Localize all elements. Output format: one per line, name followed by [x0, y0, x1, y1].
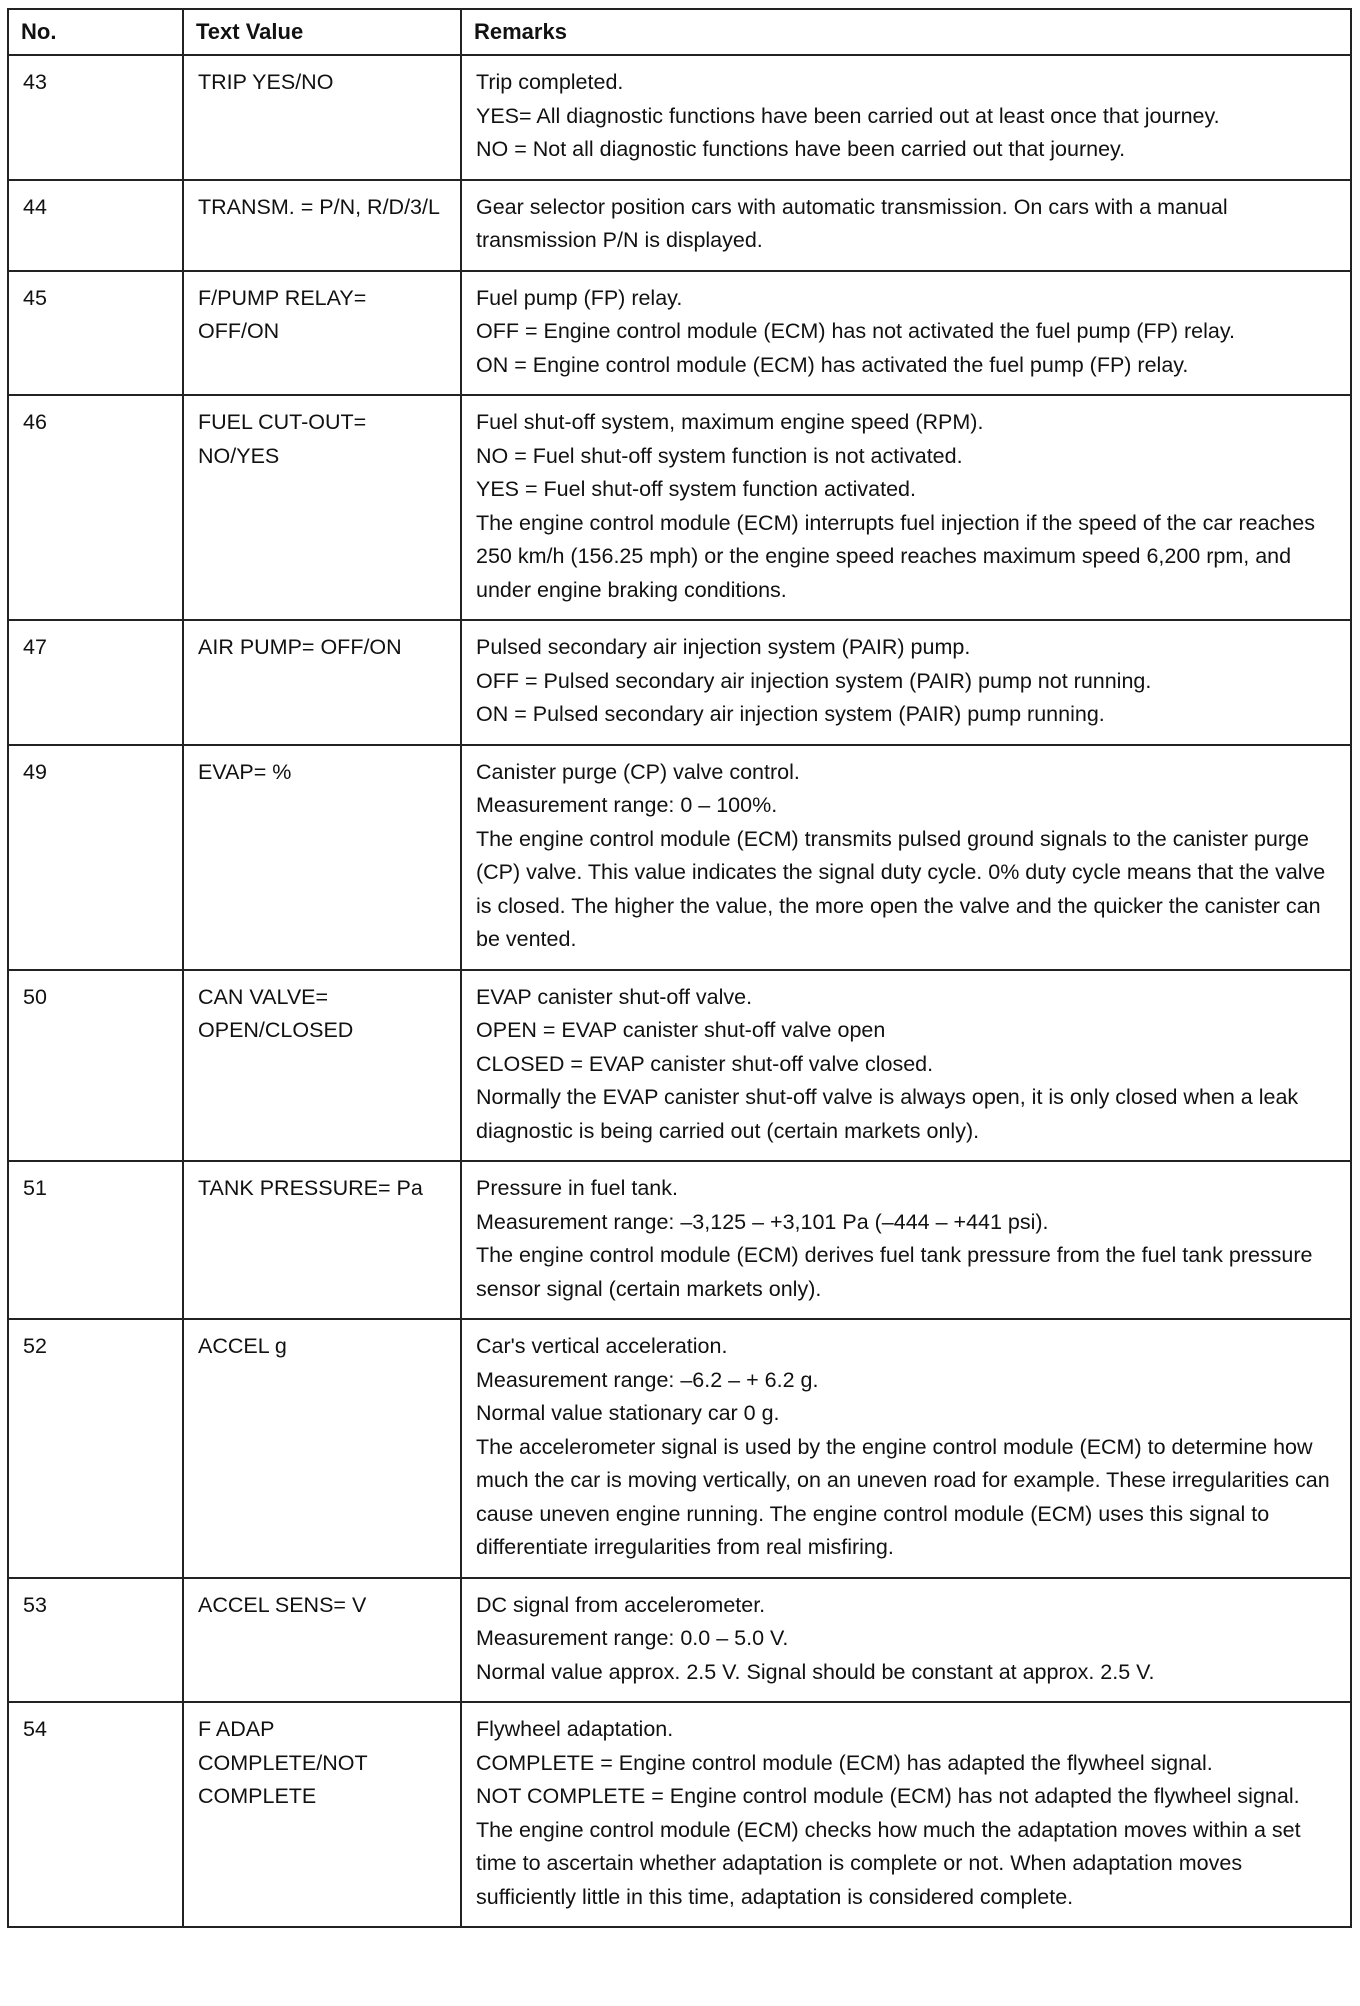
- cell-remarks: [461, 1578, 1351, 1703]
- cell-no: [8, 1319, 183, 1578]
- cell-no: [8, 395, 183, 620]
- remark-line: ON = Engine control module (ECM) has activated the fuel pump (FP) relay.: [476, 352, 1189, 377]
- cell-text-value: [183, 55, 461, 180]
- diagnostic-parameter-table: [7, 8, 1352, 1928]
- text-value: CAN VALVE= OPEN/CLOSED: [198, 984, 354, 1042]
- parameter-number: 43: [23, 70, 47, 94]
- table-row: [8, 1578, 1351, 1703]
- remark-line: Fuel shut-off system, maximum engine speed (RPM).: [476, 410, 984, 434]
- column-header-remarks: Remarks: [461, 9, 1351, 55]
- cell-text-value: [183, 1702, 461, 1927]
- table-row: [8, 620, 1351, 745]
- remark-line: The engine control module (ECM) checks how much the adaptation moves within a set time to ascertain whether adaptation is complete or not. When adaptation moves sufficiently little in this time, adaptation is considered complete.: [476, 1817, 1301, 1909]
- cell-remarks: [461, 271, 1351, 396]
- text-value: FUEL CUT-OUT= NO/YES: [198, 410, 367, 468]
- cell-text-value: [183, 271, 461, 396]
- cell-remarks: [461, 55, 1351, 180]
- text-value: TRIP YES/NO: [198, 70, 334, 94]
- text-value: TRANSM. = P/N, R/D/3/L: [198, 194, 440, 219]
- cell-remarks: [461, 1319, 1351, 1578]
- remark-line: COMPLETE = Engine control module (ECM) has adapted the flywheel signal.: [476, 1750, 1213, 1775]
- remark-line: YES= All diagnostic functions have been carried out at least once that journey.: [476, 103, 1220, 128]
- table-row: [8, 395, 1351, 620]
- cell-no: [8, 745, 183, 970]
- remark-line: Canister purge (CP) valve control.: [476, 759, 800, 784]
- text-value: F/PUMP RELAY= OFF/ON: [198, 285, 367, 343]
- remark-line: OPEN = EVAP canister shut-off valve open: [476, 1018, 886, 1042]
- remark-line: NO = Fuel shut-off system function is not activated.: [476, 443, 963, 468]
- remark-line: OFF = Pulsed secondary air injection system (PAIR) pump not running.: [476, 668, 1152, 693]
- remark-line: Normally the EVAP canister shut-off valve is always open, it is only closed when a leak diagnostic is being carried out (certain markets only).: [476, 1085, 1299, 1143]
- parameter-number: 44: [23, 194, 47, 219]
- parameter-number: 45: [23, 285, 47, 310]
- text-value: AIR PUMP= OFF/ON: [198, 635, 402, 659]
- remark-line: Measurement range: –3,125 – +3,101 Pa (–444 – +441 psi).: [476, 1209, 1049, 1234]
- column-header-text-value: Text Value: [183, 9, 461, 55]
- cell-text-value: [183, 1578, 461, 1703]
- remark-line: Pressure in fuel tank.: [476, 1176, 678, 1200]
- cell-no: [8, 620, 183, 745]
- cell-no: [8, 1702, 183, 1927]
- parameter-number: 51: [23, 1176, 47, 1200]
- text-value: ACCEL SENS= V: [198, 1592, 367, 1617]
- remark-line: Measurement range: 0.0 – 5.0 V.: [476, 1626, 789, 1650]
- cell-no: [8, 1578, 183, 1703]
- parameter-number: 52: [23, 1334, 47, 1358]
- remark-line: Normal value stationary car 0 g.: [476, 1401, 780, 1425]
- cell-text-value: [183, 745, 461, 970]
- remark-line: ON = Pulsed secondary air injection system (PAIR) pump running.: [476, 702, 1105, 726]
- cell-no: [8, 180, 183, 271]
- remark-line: The engine control module (ECM) interrupts fuel injection if the speed of the car reaches 250 km/h (156.25 mph) or the engine speed reaches maximum speed 6,200 rpm, and under engine braking conditions.: [476, 510, 1315, 602]
- parameter-number: 46: [23, 410, 47, 434]
- remark-line: Flywheel adaptation.: [476, 1717, 674, 1741]
- remark-line: NOT COMPLETE = Engine control module (ECM) has not adapted the flywheel signal.: [476, 1784, 1300, 1808]
- cell-remarks: [461, 180, 1351, 271]
- remark-line: Trip completed.: [476, 70, 624, 94]
- cell-remarks: [461, 620, 1351, 745]
- cell-text-value: [183, 1161, 461, 1319]
- table-row: [8, 745, 1351, 970]
- remark-line: DC signal from accelerometer.: [476, 1592, 766, 1617]
- cell-remarks: [461, 745, 1351, 970]
- cell-remarks: [461, 395, 1351, 620]
- text-value: ACCEL g: [198, 1334, 287, 1358]
- cell-remarks: [461, 1702, 1351, 1927]
- table-row: [8, 55, 1351, 180]
- remark-line: Measurement range: –6.2 – + 6.2 g.: [476, 1367, 819, 1392]
- table-row: [8, 180, 1351, 271]
- parameter-number: 53: [23, 1592, 47, 1617]
- cell-text-value: [183, 970, 461, 1162]
- parameter-number: 50: [23, 984, 47, 1009]
- remark-line: EVAP canister shut-off valve.: [476, 984, 753, 1009]
- parameter-number: 47: [23, 635, 47, 659]
- table-row: [8, 1319, 1351, 1578]
- cell-remarks: [461, 970, 1351, 1162]
- cell-text-value: [183, 180, 461, 271]
- table-row: [8, 271, 1351, 396]
- cell-no: [8, 271, 183, 396]
- table-row: [8, 1702, 1351, 1927]
- text-value: EVAP= %: [198, 759, 292, 784]
- remark-line: The engine control module (ECM) derives fuel tank pressure from the fuel tank pressure sensor signal (certain markets only).: [476, 1243, 1313, 1301]
- remark-line: The accelerometer signal is used by the engine control module (ECM) to determine how much the car is moving vertically, on an uneven road for example. These irregularities can cause uneven engine running. The engine control module (ECM) uses this signal to differentiate irregularities from real misfiring.: [476, 1434, 1330, 1559]
- parameter-number: 54: [23, 1717, 47, 1741]
- cell-text-value: [183, 395, 461, 620]
- remark-line: The engine control module (ECM) transmits pulsed ground signals to the canister purge (CP) valve. This value indicates the signal duty cycle. 0% duty cycle means that the valve is closed. The higher the value, the more open the valve and the quicker the canister can be vented.: [476, 826, 1326, 951]
- table-body: [8, 55, 1351, 1927]
- remark-line: Car's vertical acceleration.: [476, 1334, 728, 1358]
- remark-line: Measurement range: 0 – 100%.: [476, 793, 778, 817]
- cell-no: [8, 970, 183, 1162]
- table-header-row: [8, 9, 1351, 55]
- cell-text-value: [183, 620, 461, 745]
- cell-remarks: [461, 1161, 1351, 1319]
- column-header-no: No.: [8, 9, 183, 55]
- cell-text-value: [183, 1319, 461, 1578]
- cell-no: [8, 55, 183, 180]
- remark-line: Pulsed secondary air injection system (PAIR) pump.: [476, 635, 971, 659]
- table-row: [8, 1161, 1351, 1319]
- remark-line: NO = Not all diagnostic functions have been carried out that journey.: [476, 137, 1126, 161]
- parameter-number: 49: [23, 759, 47, 784]
- remark-line: Fuel pump (FP) relay.: [476, 285, 683, 310]
- remark-line: Normal value approx. 2.5 V. Signal should be constant at approx. 2.5 V.: [476, 1659, 1155, 1684]
- remark-line: Gear selector position cars with automatic transmission. On cars with a manual transmission P/N is displayed.: [476, 194, 1228, 252]
- text-value: TANK PRESSURE= Pa: [198, 1176, 423, 1200]
- remark-line: CLOSED = EVAP canister shut-off valve closed.: [476, 1051, 934, 1076]
- remark-line: OFF = Engine control module (ECM) has not activated the fuel pump (FP) relay.: [476, 319, 1235, 343]
- remark-line: YES = Fuel shut-off system function activated.: [476, 477, 916, 501]
- text-value: F ADAP COMPLETE/NOT COMPLETE: [198, 1717, 368, 1808]
- table-row: [8, 970, 1351, 1162]
- cell-no: [8, 1161, 183, 1319]
